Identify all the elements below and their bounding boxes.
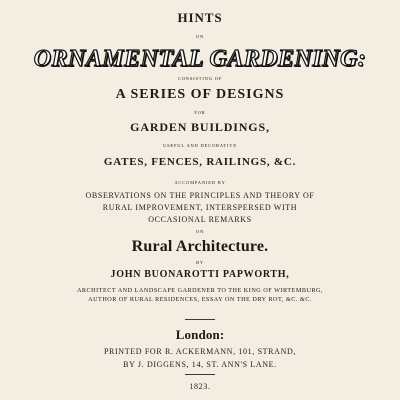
title-hints: HINTS [177,10,223,25]
observations-line-1: OBSERVATIONS ON THE PRINCIPLES AND THEORY OF [85,191,315,200]
series-of-designs: A SERIES OF DESIGNS [115,87,285,102]
rural-architecture: Rural Architecture. [131,238,269,255]
garden-buildings: GARDEN BUILDINGS, [130,120,270,134]
author-title-line-2: AUTHOR OF RURAL RESIDENCES, ESSAY ON THE DRY ROT, &C. &C. [88,296,312,303]
author-title-line-1: ARCHITECT AND LANDSCAPE GARDENER TO THE KING OF WIRTEMBURG, [76,287,324,294]
for-line: FOR [194,110,206,115]
on-rural-line: ON [195,229,205,234]
publication-year: 1823. [189,382,211,391]
printed-for-line: PRINTED FOR R. ACKERMANN, 101, STRAND, [103,347,297,356]
author-name: JOHN BUONAROTTI PAPWORTH, [110,269,290,280]
useful-and-decorative: USEFUL AND DECORATIVE [163,143,237,148]
observations-line-2: RURAL IMPROVEMENT, INTERSPERSED WITH [102,203,298,212]
gates-fences-railings: GATES, FENCES, RAILINGS, &C. [103,156,297,168]
title-on: ON [195,34,205,39]
title-ornamental-gardening: ORNAMENTAL GARDENING: [33,46,367,72]
by-line: BY [196,260,204,265]
divider-line-bottom [185,374,215,375]
observations-line-3: OCCASIONAL REMARKS [148,215,252,224]
london-line: London: [175,327,225,342]
subtitle-consisting-of: CONSISTING OF [177,76,223,81]
accompanied-by: ACCOMPANIED BY [174,180,226,185]
divider-line-top [185,319,215,320]
printer-address-line: BY J. DIGGENS, 14, ST. ANN'S LANE. [123,360,277,369]
